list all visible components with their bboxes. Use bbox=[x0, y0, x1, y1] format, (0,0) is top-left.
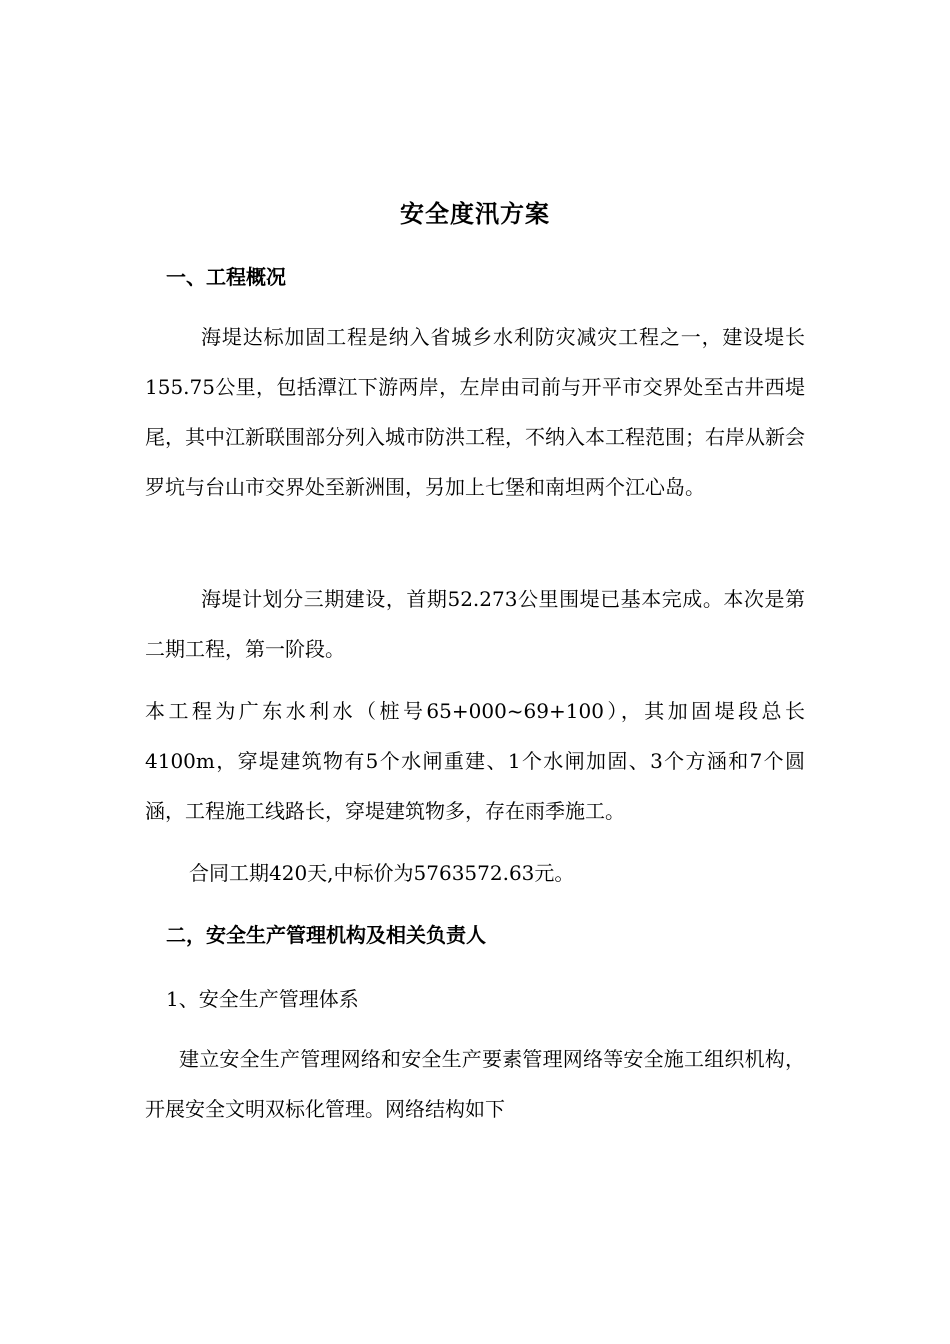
paragraph-safety-organization: 建立安全生产管理网络和安全生产要素管理网络等安全施工组织机构，开展安全文明双标化管理。网络结构如下 bbox=[145, 1047, 805, 1121]
subsection-heading-safety-system: 1、安全生产管理体系 bbox=[166, 987, 359, 1011]
paragraph-project-description: 海堤达标加固工程是纳入省城乡水利防灾减灾工程之一，建设堤长155.75公里，包括潭江下游两岸，左岸由司前与开平市交界处至古井西堤尾，其中江新联围部分列入城市防洪工程，不纳入本工程范围；右岸从新会罗坑与台山市交界处至新洲围，另加上七堡和南坦两个江心岛。 bbox=[145, 325, 805, 499]
section-heading-safety-management: 二，安全生产管理机构及相关负责人 bbox=[166, 923, 486, 947]
paragraph-construction-phases: 海堤计划分三期建设，首期52.273公里围堤已基本完成。本次是第二期工程，第一阶段。 bbox=[145, 587, 805, 661]
document-title: 安全度汛方案 bbox=[400, 199, 550, 228]
paragraph-contract-terms: 合同工期420天,中标价为5763572.63元。 bbox=[189, 861, 575, 885]
paragraph-project-scope: 本工程为广东水利水（桩号65+000~69+100），其加固堤段总长4100m，穿堤建筑物有5个水闸重建、1个水闸加固、3个方涵和7个圆涵，工程施工线路长，穿堤建筑物多，存在雨季施工。 bbox=[145, 699, 805, 823]
section-heading-project-overview: 一、工程概况 bbox=[166, 265, 286, 289]
